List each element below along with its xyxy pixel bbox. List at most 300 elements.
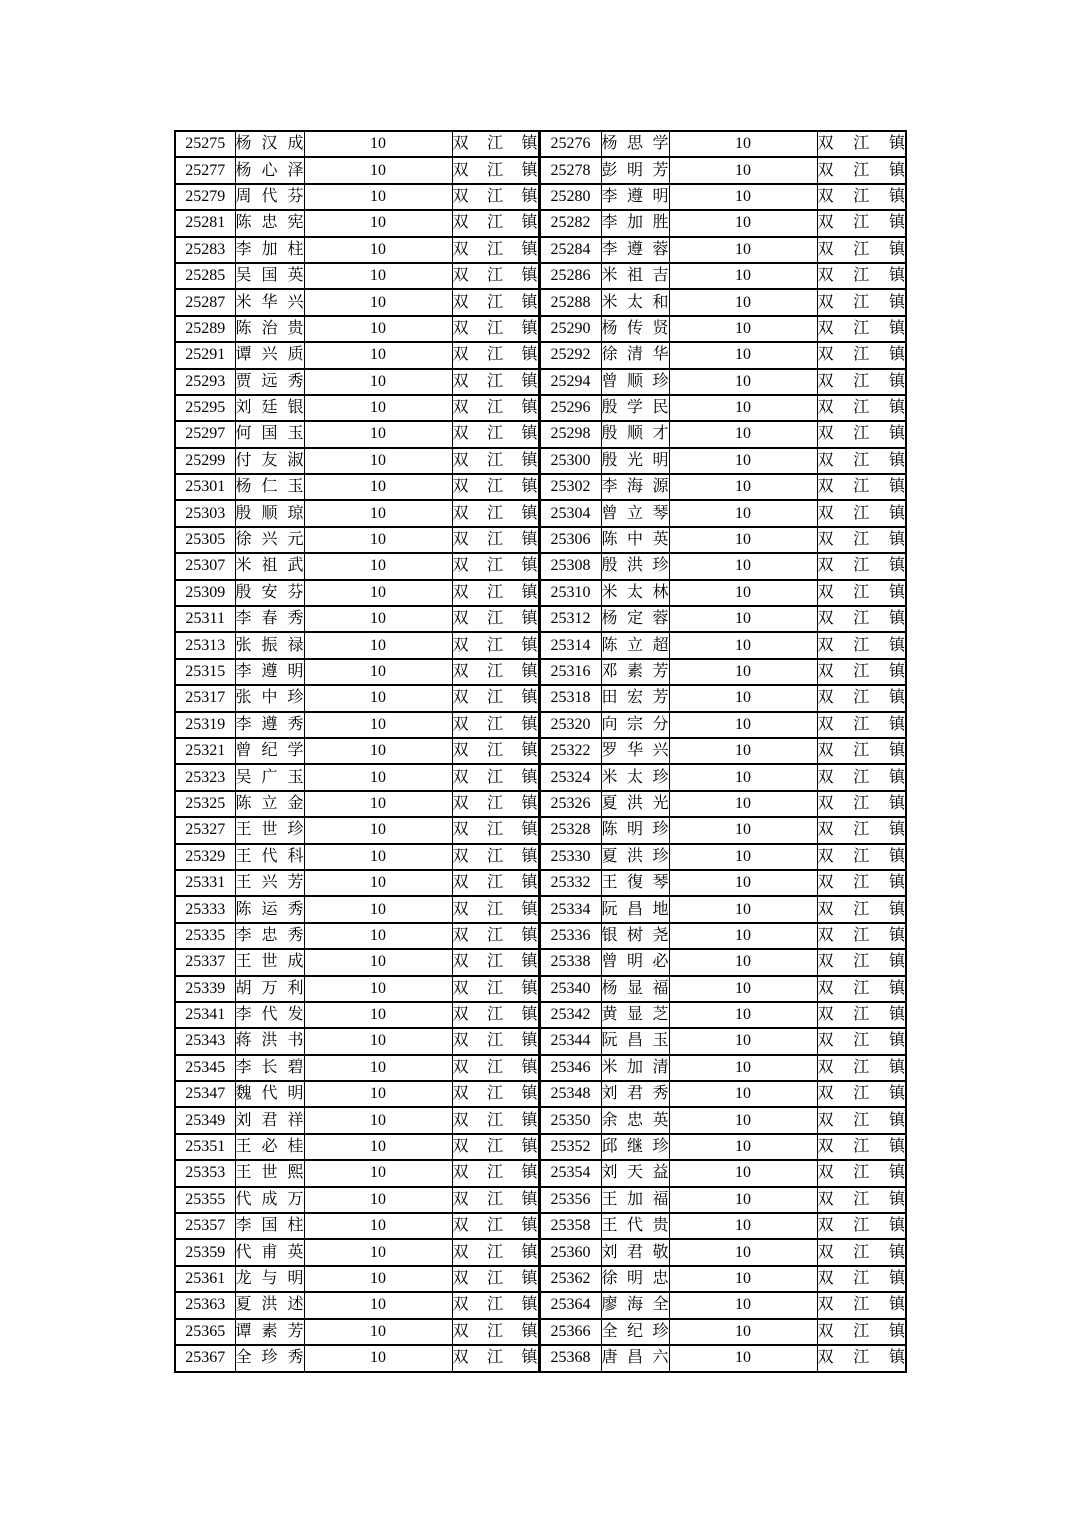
right-id-cell: 25288 bbox=[539, 289, 601, 315]
left-amount-cell: 10 bbox=[304, 791, 452, 817]
right-name-cell: 米太和 bbox=[601, 289, 669, 315]
left-name-cell: 何国玉 bbox=[235, 421, 304, 447]
right-town-cell: 双江镇 bbox=[817, 712, 906, 738]
right-name-cell: 曾立琴 bbox=[601, 500, 669, 526]
left-town-cell: 双江镇 bbox=[452, 976, 539, 1002]
left-name-cell: 吴广玉 bbox=[235, 764, 304, 790]
right-id-cell: 25324 bbox=[539, 764, 601, 790]
right-amount-cell: 10 bbox=[669, 1055, 817, 1081]
right-name-cell: 夏洪珍 bbox=[601, 844, 669, 870]
right-id-cell: 25278 bbox=[539, 157, 601, 183]
left-name-cell: 刘君祥 bbox=[235, 1107, 304, 1133]
left-town-cell: 双江镇 bbox=[452, 1107, 539, 1133]
right-amount-cell: 10 bbox=[669, 131, 817, 157]
right-name-cell: 刘天益 bbox=[601, 1160, 669, 1186]
table-row bbox=[175, 738, 906, 764]
left-name-cell: 殷顺琼 bbox=[235, 500, 304, 526]
left-amount-cell: 10 bbox=[304, 949, 452, 975]
left-id-cell: 25367 bbox=[175, 1345, 235, 1372]
left-id-cell: 25341 bbox=[175, 1002, 235, 1028]
right-id-cell: 25308 bbox=[539, 553, 601, 579]
right-name-cell: 银树尧 bbox=[601, 923, 669, 949]
left-amount-cell: 10 bbox=[304, 870, 452, 896]
right-town-cell: 双江镇 bbox=[817, 606, 906, 632]
left-id-cell: 25303 bbox=[175, 500, 235, 526]
left-amount-cell: 10 bbox=[304, 184, 452, 210]
left-name-cell: 李国柱 bbox=[235, 1213, 304, 1239]
right-id-cell: 25292 bbox=[539, 342, 601, 368]
table-row bbox=[175, 289, 906, 315]
left-amount-cell: 10 bbox=[304, 369, 452, 395]
left-town-cell: 双江镇 bbox=[452, 685, 539, 711]
right-town-cell: 双江镇 bbox=[817, 369, 906, 395]
left-id-cell: 25323 bbox=[175, 764, 235, 790]
right-town-cell: 双江镇 bbox=[817, 1028, 906, 1054]
right-name-cell: 陈中英 bbox=[601, 527, 669, 553]
table-row bbox=[175, 1345, 906, 1372]
left-name-cell: 李加柱 bbox=[235, 237, 304, 263]
right-name-cell: 陈明珍 bbox=[601, 817, 669, 843]
left-town-cell: 双江镇 bbox=[452, 131, 539, 157]
left-town-cell: 双江镇 bbox=[452, 527, 539, 553]
table-row bbox=[175, 1266, 906, 1292]
left-town-cell: 双江镇 bbox=[452, 421, 539, 447]
right-name-cell: 殷顺才 bbox=[601, 421, 669, 447]
left-name-cell: 杨汉成 bbox=[235, 131, 304, 157]
right-name-cell: 米加清 bbox=[601, 1055, 669, 1081]
left-town-cell: 双江镇 bbox=[452, 1160, 539, 1186]
right-name-cell: 殷洪珍 bbox=[601, 553, 669, 579]
left-amount-cell: 10 bbox=[304, 606, 452, 632]
table-row bbox=[175, 448, 906, 474]
right-town-cell: 双江镇 bbox=[817, 949, 906, 975]
right-amount-cell: 10 bbox=[669, 712, 817, 738]
left-id-cell: 25339 bbox=[175, 976, 235, 1002]
records-table-body bbox=[175, 131, 906, 1372]
left-id-cell: 25291 bbox=[175, 342, 235, 368]
right-id-cell: 25338 bbox=[539, 949, 601, 975]
right-town-cell: 双江镇 bbox=[817, 527, 906, 553]
left-id-cell: 25353 bbox=[175, 1160, 235, 1186]
table-row bbox=[175, 1213, 906, 1239]
left-town-cell: 双江镇 bbox=[452, 896, 539, 922]
right-amount-cell: 10 bbox=[669, 632, 817, 658]
right-town-cell: 双江镇 bbox=[817, 157, 906, 183]
right-amount-cell: 10 bbox=[669, 976, 817, 1002]
right-town-cell: 双江镇 bbox=[817, 342, 906, 368]
right-amount-cell: 10 bbox=[669, 870, 817, 896]
right-name-cell: 米太林 bbox=[601, 580, 669, 606]
right-amount-cell: 10 bbox=[669, 474, 817, 500]
right-amount-cell: 10 bbox=[669, 738, 817, 764]
left-name-cell: 米华兴 bbox=[235, 289, 304, 315]
left-id-cell: 25343 bbox=[175, 1028, 235, 1054]
left-amount-cell: 10 bbox=[304, 1028, 452, 1054]
table-row bbox=[175, 1292, 906, 1318]
right-amount-cell: 10 bbox=[669, 1134, 817, 1160]
right-town-cell: 双江镇 bbox=[817, 184, 906, 210]
right-id-cell: 25286 bbox=[539, 263, 601, 289]
left-name-cell: 胡万利 bbox=[235, 976, 304, 1002]
right-town-cell: 双江镇 bbox=[817, 1319, 906, 1345]
left-town-cell: 双江镇 bbox=[452, 817, 539, 843]
right-amount-cell: 10 bbox=[669, 923, 817, 949]
left-id-cell: 25283 bbox=[175, 237, 235, 263]
left-amount-cell: 10 bbox=[304, 1160, 452, 1186]
right-town-cell: 双江镇 bbox=[817, 421, 906, 447]
right-amount-cell: 10 bbox=[669, 157, 817, 183]
right-amount-cell: 10 bbox=[669, 210, 817, 236]
left-id-cell: 25281 bbox=[175, 210, 235, 236]
left-name-cell: 王代科 bbox=[235, 844, 304, 870]
right-town-cell: 双江镇 bbox=[817, 131, 906, 157]
left-town-cell: 双江镇 bbox=[452, 1134, 539, 1160]
left-id-cell: 25311 bbox=[175, 606, 235, 632]
table-row bbox=[175, 131, 906, 157]
left-amount-cell: 10 bbox=[304, 712, 452, 738]
table-row bbox=[175, 791, 906, 817]
table-row bbox=[175, 712, 906, 738]
right-amount-cell: 10 bbox=[669, 395, 817, 421]
left-town-cell: 双江镇 bbox=[452, 923, 539, 949]
right-town-cell: 双江镇 bbox=[817, 738, 906, 764]
right-name-cell: 阮昌玉 bbox=[601, 1028, 669, 1054]
right-name-cell: 殷学民 bbox=[601, 395, 669, 421]
right-id-cell: 25360 bbox=[539, 1239, 601, 1265]
left-id-cell: 25301 bbox=[175, 474, 235, 500]
right-amount-cell: 10 bbox=[669, 527, 817, 553]
right-name-cell: 田宏芳 bbox=[601, 685, 669, 711]
left-id-cell: 25313 bbox=[175, 632, 235, 658]
right-town-cell: 双江镇 bbox=[817, 791, 906, 817]
right-town-cell: 双江镇 bbox=[817, 316, 906, 342]
table-row bbox=[175, 976, 906, 1002]
left-id-cell: 25289 bbox=[175, 316, 235, 342]
right-name-cell: 余忠英 bbox=[601, 1107, 669, 1133]
left-id-cell: 25363 bbox=[175, 1292, 235, 1318]
left-amount-cell: 10 bbox=[304, 131, 452, 157]
right-town-cell: 双江镇 bbox=[817, 1345, 906, 1372]
right-name-cell: 王加福 bbox=[601, 1187, 669, 1213]
left-town-cell: 双江镇 bbox=[452, 659, 539, 685]
left-town-cell: 双江镇 bbox=[452, 369, 539, 395]
right-id-cell: 25300 bbox=[539, 448, 601, 474]
right-name-cell: 李遵明 bbox=[601, 184, 669, 210]
table-row bbox=[175, 1028, 906, 1054]
left-amount-cell: 10 bbox=[304, 896, 452, 922]
left-town-cell: 双江镇 bbox=[452, 448, 539, 474]
left-name-cell: 王必桂 bbox=[235, 1134, 304, 1160]
right-name-cell: 米太珍 bbox=[601, 764, 669, 790]
left-name-cell: 陈忠宪 bbox=[235, 210, 304, 236]
right-id-cell: 25368 bbox=[539, 1345, 601, 1372]
right-town-cell: 双江镇 bbox=[817, 817, 906, 843]
right-name-cell: 阮昌地 bbox=[601, 896, 669, 922]
left-name-cell: 付友淑 bbox=[235, 448, 304, 474]
left-id-cell: 25277 bbox=[175, 157, 235, 183]
left-id-cell: 25331 bbox=[175, 870, 235, 896]
left-amount-cell: 10 bbox=[304, 738, 452, 764]
table-row bbox=[175, 210, 906, 236]
left-amount-cell: 10 bbox=[304, 632, 452, 658]
left-name-cell: 魏代明 bbox=[235, 1081, 304, 1107]
left-id-cell: 25285 bbox=[175, 263, 235, 289]
left-town-cell: 双江镇 bbox=[452, 395, 539, 421]
left-name-cell: 张中珍 bbox=[235, 685, 304, 711]
table-row bbox=[175, 659, 906, 685]
right-town-cell: 双江镇 bbox=[817, 1213, 906, 1239]
left-id-cell: 25359 bbox=[175, 1239, 235, 1265]
right-id-cell: 25318 bbox=[539, 685, 601, 711]
right-amount-cell: 10 bbox=[669, 237, 817, 263]
table-row bbox=[175, 580, 906, 606]
left-name-cell: 全珍秀 bbox=[235, 1345, 304, 1372]
left-name-cell: 贾远秀 bbox=[235, 369, 304, 395]
right-id-cell: 25352 bbox=[539, 1134, 601, 1160]
right-name-cell: 陈立超 bbox=[601, 632, 669, 658]
left-name-cell: 李遵秀 bbox=[235, 712, 304, 738]
table-row bbox=[175, 395, 906, 421]
right-name-cell: 唐昌六 bbox=[601, 1345, 669, 1372]
right-amount-cell: 10 bbox=[669, 1319, 817, 1345]
right-amount-cell: 10 bbox=[669, 949, 817, 975]
left-name-cell: 杨心泽 bbox=[235, 157, 304, 183]
right-name-cell: 罗华兴 bbox=[601, 738, 669, 764]
right-town-cell: 双江镇 bbox=[817, 474, 906, 500]
table-row bbox=[175, 817, 906, 843]
left-amount-cell: 10 bbox=[304, 1107, 452, 1133]
left-name-cell: 杨仁玉 bbox=[235, 474, 304, 500]
left-name-cell: 代成万 bbox=[235, 1187, 304, 1213]
right-id-cell: 25364 bbox=[539, 1292, 601, 1318]
left-amount-cell: 10 bbox=[304, 316, 452, 342]
left-amount-cell: 10 bbox=[304, 1292, 452, 1318]
right-amount-cell: 10 bbox=[669, 553, 817, 579]
left-name-cell: 李代发 bbox=[235, 1002, 304, 1028]
right-id-cell: 25306 bbox=[539, 527, 601, 553]
table-row bbox=[175, 870, 906, 896]
left-name-cell: 李长碧 bbox=[235, 1055, 304, 1081]
right-name-cell: 彭明芳 bbox=[601, 157, 669, 183]
left-id-cell: 25315 bbox=[175, 659, 235, 685]
left-name-cell: 周代芬 bbox=[235, 184, 304, 210]
right-id-cell: 25344 bbox=[539, 1028, 601, 1054]
right-town-cell: 双江镇 bbox=[817, 1239, 906, 1265]
left-town-cell: 双江镇 bbox=[452, 237, 539, 263]
left-town-cell: 双江镇 bbox=[452, 632, 539, 658]
left-amount-cell: 10 bbox=[304, 289, 452, 315]
left-name-cell: 刘廷银 bbox=[235, 395, 304, 421]
table-row bbox=[175, 316, 906, 342]
left-amount-cell: 10 bbox=[304, 1319, 452, 1345]
right-town-cell: 双江镇 bbox=[817, 553, 906, 579]
right-town-cell: 双江镇 bbox=[817, 870, 906, 896]
right-id-cell: 25342 bbox=[539, 1002, 601, 1028]
left-town-cell: 双江镇 bbox=[452, 606, 539, 632]
right-name-cell: 杨定蓉 bbox=[601, 606, 669, 632]
left-amount-cell: 10 bbox=[304, 157, 452, 183]
right-name-cell: 夏洪光 bbox=[601, 791, 669, 817]
left-name-cell: 李遵明 bbox=[235, 659, 304, 685]
left-amount-cell: 10 bbox=[304, 527, 452, 553]
left-name-cell: 张振禄 bbox=[235, 632, 304, 658]
right-amount-cell: 10 bbox=[669, 316, 817, 342]
right-town-cell: 双江镇 bbox=[817, 844, 906, 870]
right-id-cell: 25312 bbox=[539, 606, 601, 632]
right-amount-cell: 10 bbox=[669, 764, 817, 790]
left-amount-cell: 10 bbox=[304, 395, 452, 421]
right-name-cell: 曾顺珍 bbox=[601, 369, 669, 395]
table-row bbox=[175, 844, 906, 870]
right-town-cell: 双江镇 bbox=[817, 500, 906, 526]
right-name-cell: 廖海全 bbox=[601, 1292, 669, 1318]
right-name-cell: 米祖吉 bbox=[601, 263, 669, 289]
right-amount-cell: 10 bbox=[669, 580, 817, 606]
left-amount-cell: 10 bbox=[304, 1002, 452, 1028]
left-name-cell: 曾纪学 bbox=[235, 738, 304, 764]
table-row bbox=[175, 527, 906, 553]
right-id-cell: 25322 bbox=[539, 738, 601, 764]
right-town-cell: 双江镇 bbox=[817, 1266, 906, 1292]
table-row bbox=[175, 421, 906, 447]
left-town-cell: 双江镇 bbox=[452, 870, 539, 896]
right-id-cell: 25298 bbox=[539, 421, 601, 447]
right-town-cell: 双江镇 bbox=[817, 263, 906, 289]
left-amount-cell: 10 bbox=[304, 263, 452, 289]
left-id-cell: 25347 bbox=[175, 1081, 235, 1107]
table-row bbox=[175, 369, 906, 395]
right-amount-cell: 10 bbox=[669, 606, 817, 632]
left-id-cell: 25287 bbox=[175, 289, 235, 315]
left-id-cell: 25361 bbox=[175, 1266, 235, 1292]
right-amount-cell: 10 bbox=[669, 1213, 817, 1239]
left-id-cell: 25337 bbox=[175, 949, 235, 975]
right-id-cell: 25358 bbox=[539, 1213, 601, 1239]
right-name-cell: 刘君敬 bbox=[601, 1239, 669, 1265]
right-town-cell: 双江镇 bbox=[817, 289, 906, 315]
left-town-cell: 双江镇 bbox=[452, 157, 539, 183]
table-row bbox=[175, 553, 906, 579]
left-town-cell: 双江镇 bbox=[452, 1239, 539, 1265]
left-name-cell: 王世成 bbox=[235, 949, 304, 975]
left-id-cell: 25297 bbox=[175, 421, 235, 447]
left-town-cell: 双江镇 bbox=[452, 712, 539, 738]
left-id-cell: 25305 bbox=[175, 527, 235, 553]
table-row bbox=[175, 685, 906, 711]
right-town-cell: 双江镇 bbox=[817, 923, 906, 949]
left-name-cell: 谭兴质 bbox=[235, 342, 304, 368]
left-amount-cell: 10 bbox=[304, 1134, 452, 1160]
left-name-cell: 蒋洪书 bbox=[235, 1028, 304, 1054]
left-name-cell: 陈治贵 bbox=[235, 316, 304, 342]
right-name-cell: 邱继珍 bbox=[601, 1134, 669, 1160]
table-row bbox=[175, 263, 906, 289]
right-amount-cell: 10 bbox=[669, 817, 817, 843]
right-amount-cell: 10 bbox=[669, 342, 817, 368]
left-town-cell: 双江镇 bbox=[452, 316, 539, 342]
left-amount-cell: 10 bbox=[304, 817, 452, 843]
right-amount-cell: 10 bbox=[669, 1292, 817, 1318]
left-id-cell: 25365 bbox=[175, 1319, 235, 1345]
left-town-cell: 双江镇 bbox=[452, 1028, 539, 1054]
right-id-cell: 25328 bbox=[539, 817, 601, 843]
right-id-cell: 25330 bbox=[539, 844, 601, 870]
right-id-cell: 25320 bbox=[539, 712, 601, 738]
table-row bbox=[175, 606, 906, 632]
table-row bbox=[175, 1239, 906, 1265]
left-id-cell: 25299 bbox=[175, 448, 235, 474]
left-id-cell: 25319 bbox=[175, 712, 235, 738]
right-name-cell: 王復琴 bbox=[601, 870, 669, 896]
right-amount-cell: 10 bbox=[669, 500, 817, 526]
table-row bbox=[175, 896, 906, 922]
right-name-cell: 向宗分 bbox=[601, 712, 669, 738]
right-amount-cell: 10 bbox=[669, 1081, 817, 1107]
left-name-cell: 殷安芬 bbox=[235, 580, 304, 606]
right-name-cell: 杨显福 bbox=[601, 976, 669, 1002]
right-town-cell: 双江镇 bbox=[817, 210, 906, 236]
right-id-cell: 25336 bbox=[539, 923, 601, 949]
left-town-cell: 双江镇 bbox=[452, 580, 539, 606]
table-row bbox=[175, 632, 906, 658]
left-name-cell: 徐兴元 bbox=[235, 527, 304, 553]
left-town-cell: 双江镇 bbox=[452, 1002, 539, 1028]
left-amount-cell: 10 bbox=[304, 764, 452, 790]
left-amount-cell: 10 bbox=[304, 210, 452, 236]
right-amount-cell: 10 bbox=[669, 1107, 817, 1133]
right-id-cell: 25302 bbox=[539, 474, 601, 500]
left-town-cell: 双江镇 bbox=[452, 1266, 539, 1292]
left-amount-cell: 10 bbox=[304, 421, 452, 447]
left-amount-cell: 10 bbox=[304, 553, 452, 579]
left-id-cell: 25351 bbox=[175, 1134, 235, 1160]
left-id-cell: 25325 bbox=[175, 791, 235, 817]
left-name-cell: 王世熙 bbox=[235, 1160, 304, 1186]
left-amount-cell: 10 bbox=[304, 474, 452, 500]
right-name-cell: 李遵蓉 bbox=[601, 237, 669, 263]
left-name-cell: 王兴芳 bbox=[235, 870, 304, 896]
left-amount-cell: 10 bbox=[304, 976, 452, 1002]
table-row bbox=[175, 342, 906, 368]
left-name-cell: 李忠秀 bbox=[235, 923, 304, 949]
left-id-cell: 25345 bbox=[175, 1055, 235, 1081]
table-row bbox=[175, 1134, 906, 1160]
right-id-cell: 25340 bbox=[539, 976, 601, 1002]
right-amount-cell: 10 bbox=[669, 369, 817, 395]
right-town-cell: 双江镇 bbox=[817, 237, 906, 263]
left-amount-cell: 10 bbox=[304, 844, 452, 870]
right-amount-cell: 10 bbox=[669, 289, 817, 315]
left-town-cell: 双江镇 bbox=[452, 1319, 539, 1345]
left-id-cell: 25349 bbox=[175, 1107, 235, 1133]
left-amount-cell: 10 bbox=[304, 448, 452, 474]
right-town-cell: 双江镇 bbox=[817, 764, 906, 790]
right-name-cell: 王代贵 bbox=[601, 1213, 669, 1239]
table-row bbox=[175, 474, 906, 500]
left-town-cell: 双江镇 bbox=[452, 1213, 539, 1239]
right-id-cell: 25276 bbox=[539, 131, 601, 157]
right-id-cell: 25356 bbox=[539, 1187, 601, 1213]
right-name-cell: 刘君秀 bbox=[601, 1081, 669, 1107]
right-town-cell: 双江镇 bbox=[817, 632, 906, 658]
table-row bbox=[175, 923, 906, 949]
right-amount-cell: 10 bbox=[669, 448, 817, 474]
right-amount-cell: 10 bbox=[669, 896, 817, 922]
left-name-cell: 龙与明 bbox=[235, 1266, 304, 1292]
left-town-cell: 双江镇 bbox=[452, 184, 539, 210]
right-name-cell: 杨传贤 bbox=[601, 316, 669, 342]
right-amount-cell: 10 bbox=[669, 421, 817, 447]
